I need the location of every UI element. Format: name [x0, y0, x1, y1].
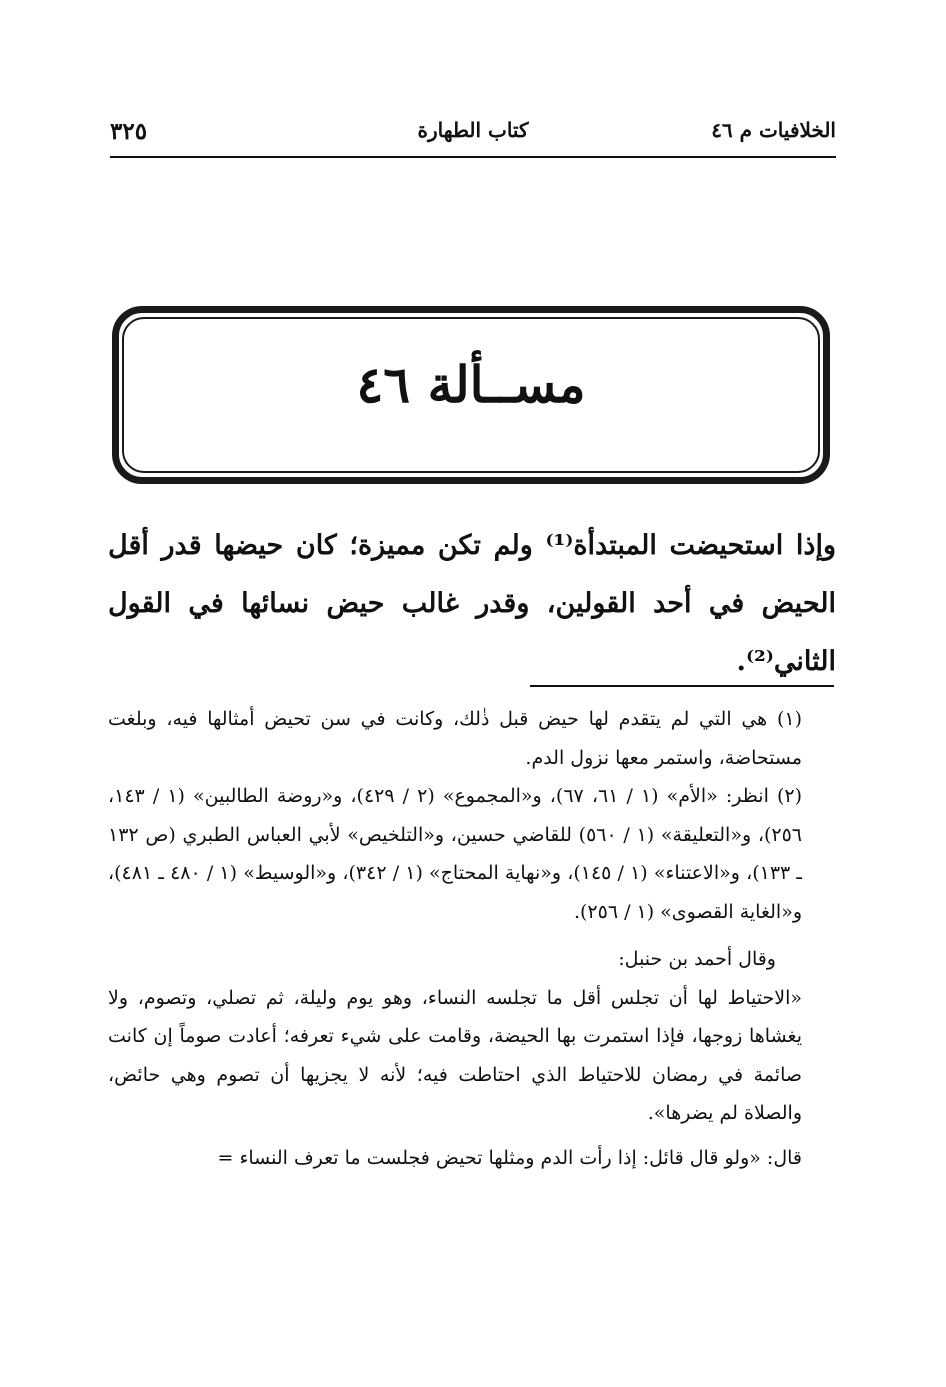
footnotes-section [108, 700, 836, 1177]
page-number: ٣٢٥ [110, 118, 148, 145]
quote-intro: وقال أحمد بن حنبل: [618, 948, 776, 970]
book-title: كتاب الطهارة [417, 118, 529, 142]
footnote-1: (١) هي التي لم يتقدم لها حيض قبل ذٰلك، وكانت في سن تحيض أمثالها فيه، وبلغت مستحاضة، واستمر معها نزول الدم. [108, 708, 802, 769]
quote-text: «الاحتياط لها أن تجلس أقل ما تجلسه النساء، وهو يوم وليلة، ثم تصلي، وتصوم، ولا يغشاها زوجها، فإذا استمرت بها الحيضة، وقامت على شيء تعرفه؛ أعادت صوماً إن كانت صائمة في رمضان للاحتياط الذي احتاطت فيه؛ لأنه لا يجزيها أن تصوم وهي حائض، والصلاة لم يضرها». [108, 986, 802, 1124]
footnote-2: (٢) انظر: «الأم» (١ / ٦١، ٦٧)، و«المجموع» (٢ / ٤٢٩)، و«روضة الطالبين» (١ / ١٤٣، ٢٥٦)، و«التعليقة» (١ / ٥٦٠) للقاضي حسين، و«التلخيص» لأبي العباس الطبري (ص ١٣٢ ـ ١٣٣)، و«الاعتناء» (١ / ١٤٥)، و«نهاية المحتاج» (١ / ٣٤٢)، و«الوسيط» (١ / ٤٨٠ ـ ٤٨١)، و«الغاية القصوى» (١ / ٢٥٦). [108, 785, 803, 923]
page-header [110, 118, 836, 152]
running-title: الخلافيات م ٤٦ [711, 118, 836, 142]
header-divider [110, 156, 836, 158]
issue-title: مســألة ٤٦ [356, 355, 586, 414]
continuation-line: قال: «ولو قال قائل: إذا رأت الدم ومثلها تحيض فجلست ما تعرف النساء = [217, 1146, 802, 1169]
footnote-divider [530, 685, 834, 687]
main-text: وإذا استحيضت المبتدأة⁽¹⁾ ولم تكن مميزة؛ كان حيضها قدر أقل الحيض في أحد القولين، وقدر غالب حيض نسائها في القول الثاني⁽²⁾. [108, 530, 836, 677]
